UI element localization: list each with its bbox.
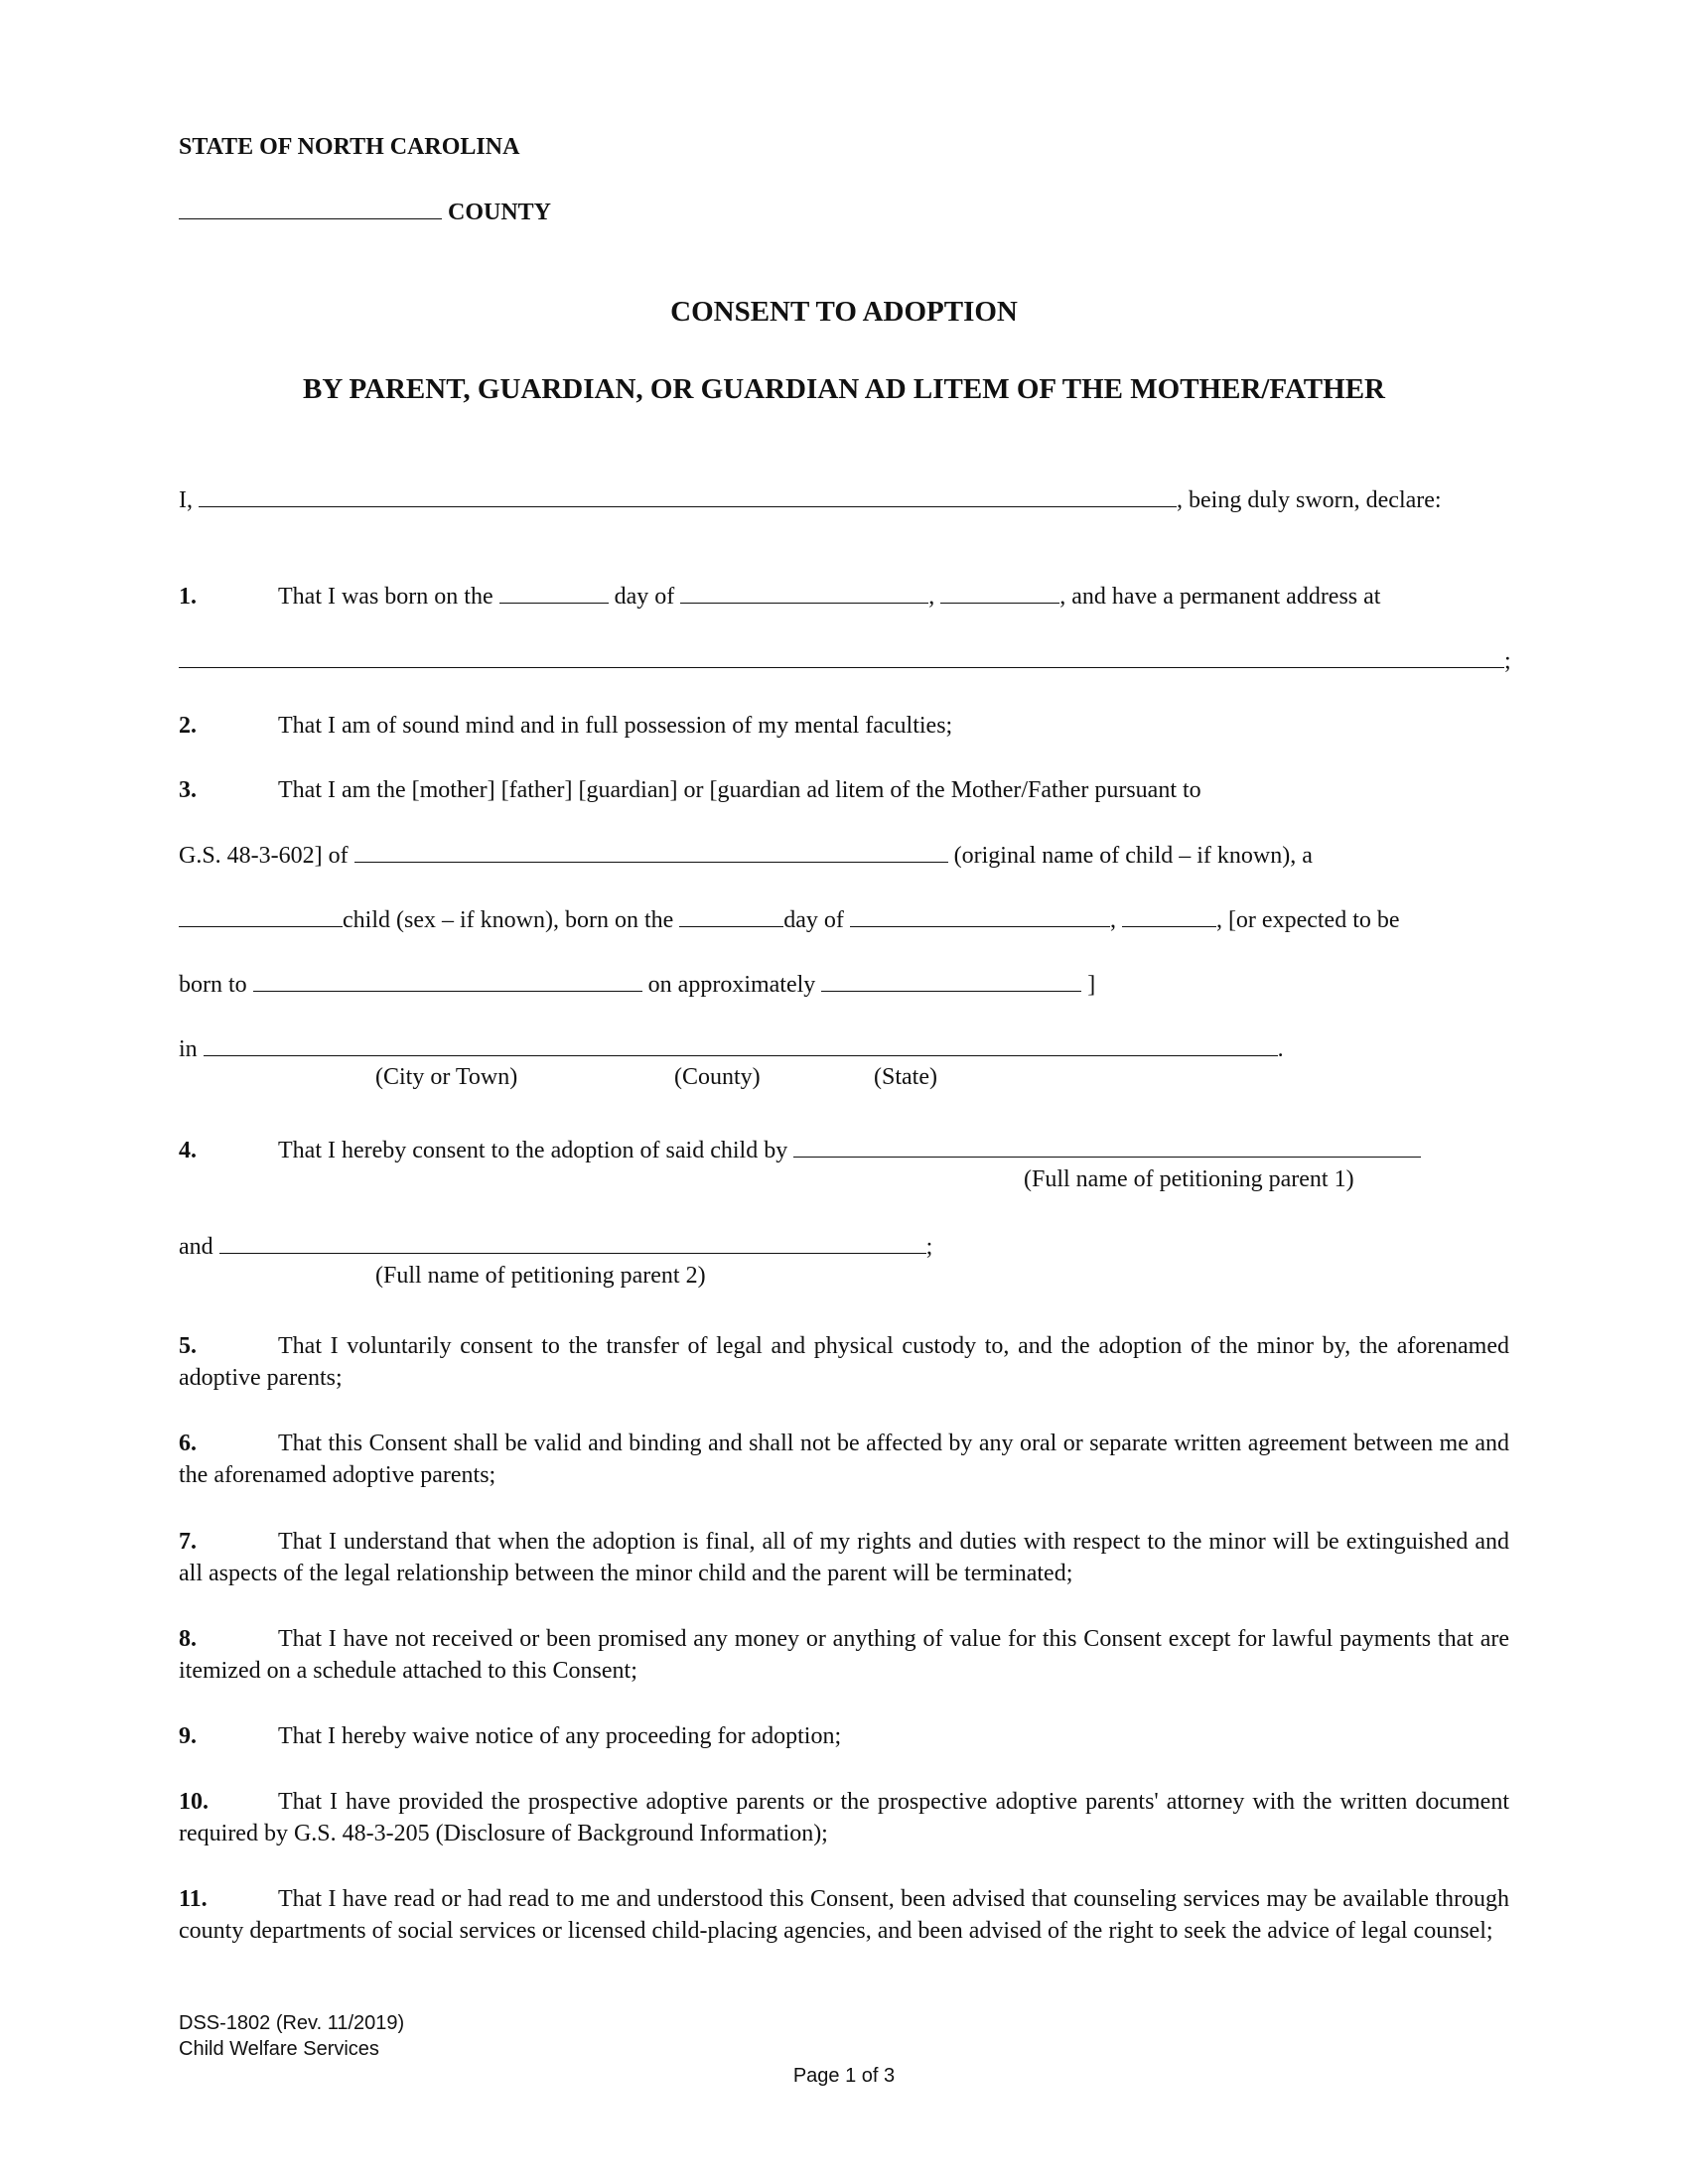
item-10-number: 10. <box>179 1789 209 1815</box>
item-3-sex-label: child (sex – if known), born on the <box>343 907 674 933</box>
item-3-line-4 <box>179 969 1509 1000</box>
item-3-period: . <box>1277 1036 1284 1062</box>
item-6-text: That this Consent shall be valid and binding and shall not be affected by any oral or separate written agreement between me and the aforenamed adoptive parents; <box>179 1431 1509 1488</box>
item-1-text-b: day of <box>614 584 675 610</box>
caption-petitioner-1: (Full name of petitioning parent 1) <box>1024 1166 1354 1192</box>
item-2 <box>179 711 1509 741</box>
item-3-line-3 <box>179 904 1509 935</box>
item-1-line-2 <box>179 645 1509 676</box>
page-number: Page 1 of 3 <box>792 2065 896 2087</box>
petitioner-1-field[interactable] <box>793 1135 1421 1158</box>
item-3-bornto: born to <box>179 972 247 998</box>
form-subtitle: BY PARENT, GUARDIAN, OR GUARDIAN AD LITEM OF THE MOTHER/FATHER <box>303 373 1385 405</box>
item-8-text: That I have not received or been promised any money or anything of value for this Consent except for lawful payments that are itemized on a schedule attached to this Consent; <box>179 1626 1509 1684</box>
permanent-address-field[interactable] <box>179 645 1504 668</box>
item-3-line-1 <box>179 775 1509 805</box>
item-5 <box>179 1330 1509 1394</box>
item-3-child-name-label: (original name of child – if known), a <box>953 843 1313 869</box>
child-birth-year-field[interactable] <box>1122 904 1216 927</box>
declarant-name-field[interactable] <box>199 484 1177 507</box>
caption-state: (State) <box>874 1064 937 1090</box>
item-3-in: in <box>179 1036 198 1062</box>
item-3-text: That I am the [mother] [father] [guardian] or [guardian ad litem of the Mother/Father pursuant to <box>278 777 1201 803</box>
state-heading: STATE OF NORTH CAROLINA <box>179 134 520 160</box>
item-4-number: 4. <box>179 1138 197 1163</box>
item-11-number: 11. <box>179 1886 208 1912</box>
declaration-prefix: I, <box>179 487 193 513</box>
item-6 <box>179 1428 1509 1491</box>
item-9-text: That I hereby waive notice of any proceeding for adoption; <box>278 1723 842 1749</box>
petitioner-2-field[interactable] <box>219 1231 926 1254</box>
birth-location-field[interactable] <box>204 1033 1278 1056</box>
item-3-comma: , <box>1109 907 1116 933</box>
item-3-number: 3. <box>179 777 197 803</box>
county-name-field[interactable] <box>179 197 442 219</box>
item-10 <box>179 1786 1509 1849</box>
item-1-text-d: , and have a permanent address at <box>1059 584 1381 610</box>
caption-county: (County) <box>674 1064 761 1090</box>
form-number: DSS-1802 (Rev. 11/2019) <box>179 2012 405 2034</box>
declaration-line <box>179 484 1509 515</box>
item-7-text: That I understand that when the adoption is final, all of my rights and duties with respect to the minor will be extinguished and all aspects of the legal relationship between the minor child and the parent will be terminated; <box>179 1529 1509 1586</box>
item-7-number: 7. <box>179 1529 197 1555</box>
item-1-line-1 <box>179 581 1509 612</box>
birth-day-field[interactable] <box>499 581 609 604</box>
item-1-text-a: That I was born on the <box>278 584 493 610</box>
department-name: Child Welfare Services <box>179 2038 379 2060</box>
item-4-line-1 <box>179 1135 1509 1165</box>
form-title: CONSENT TO ADOPTION <box>670 296 1018 328</box>
item-2-text: That I am of sound mind and in full possession of my mental faculties; <box>278 713 953 739</box>
item-8 <box>179 1623 1509 1687</box>
item-3-statute: G.S. 48-3-602] of <box>179 843 349 869</box>
item-7 <box>179 1526 1509 1589</box>
item-1-comma: , <box>928 584 935 610</box>
item-9 <box>179 1720 1509 1752</box>
item-4-line-2 <box>179 1231 1509 1262</box>
caption-petitioner-2: (Full name of petitioning parent 2) <box>375 1263 706 1289</box>
expected-date-field[interactable] <box>821 969 1081 992</box>
child-sex-field[interactable] <box>179 904 343 927</box>
item-3-line-2 <box>179 840 1509 871</box>
expected-mother-field[interactable] <box>253 969 642 992</box>
child-original-name-field[interactable] <box>354 840 948 863</box>
item-3-expected: , [or expected to be <box>1215 907 1400 933</box>
birth-year-field[interactable] <box>940 581 1059 604</box>
item-5-text: That I voluntarily consent to the transfer of legal and physical custody to, and the adoption of the minor by, the aforenamed adoptive parents; <box>179 1333 1509 1391</box>
item-6-number: 6. <box>179 1431 197 1456</box>
item-11-text: That I have read or had read to me and understood this Consent, been advised that counseling services may be available through county departments of social services or licensed child-placing agencies, and been advised of the right to seek the advice of legal counsel; <box>179 1886 1509 1944</box>
caption-city: (City or Town) <box>375 1064 518 1090</box>
item-11 <box>179 1883 1509 1947</box>
item-2-number: 2. <box>179 713 197 739</box>
item-9-number: 9. <box>179 1723 197 1749</box>
form-footer <box>179 2010 404 2062</box>
county-line <box>179 197 551 226</box>
item-5-number: 5. <box>179 1333 197 1359</box>
item-4-end: ; <box>925 1234 933 1260</box>
item-8-number: 8. <box>179 1626 197 1652</box>
child-birth-month-field[interactable] <box>850 904 1110 927</box>
item-1-end: ; <box>1504 648 1511 674</box>
item-4-text: That I hereby consent to the adoption of said child by <box>278 1138 788 1163</box>
birth-month-field[interactable] <box>680 581 928 604</box>
county-label: COUNTY <box>448 200 552 225</box>
item-3-approx: on approximately <box>647 972 816 998</box>
item-3-line-5 <box>179 1033 1509 1064</box>
declaration-suffix: , being duly sworn, declare: <box>1177 487 1442 513</box>
item-3-dayof: day of <box>783 907 844 933</box>
item-3-bracket: ] <box>1087 972 1096 998</box>
item-4-and: and <box>179 1234 213 1260</box>
child-birth-day-field[interactable] <box>679 904 783 927</box>
item-1-number: 1. <box>179 584 197 610</box>
item-10-text: That I have provided the prospective adoptive parents or the prospective adoptive parents' attorney with the written document required by G.S. 48-3-205 (Disclosure of Background Information); <box>179 1789 1509 1846</box>
